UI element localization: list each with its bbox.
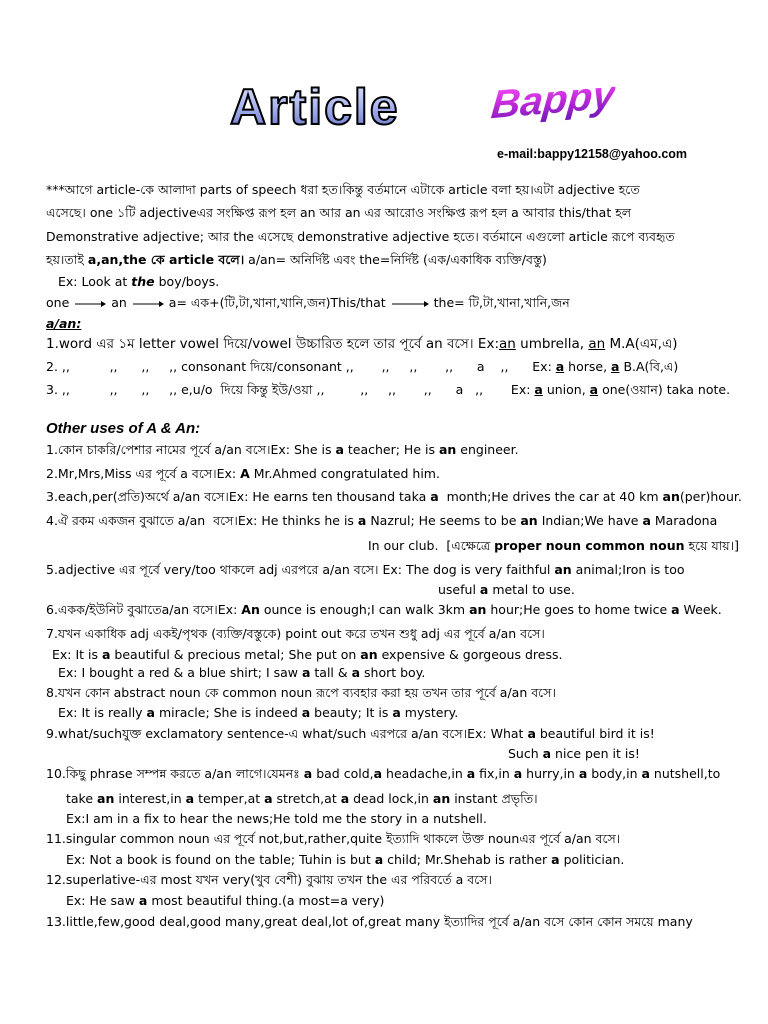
use-text: body,in — [587, 766, 642, 781]
use-bold: a — [527, 726, 536, 741]
rule-example: a — [555, 359, 565, 374]
use-bold: a — [671, 602, 680, 617]
use-2 — [46, 465, 440, 483]
rule-text: horse, — [564, 359, 612, 374]
use-bold: a — [374, 852, 384, 867]
use-text: 1.কোন চাকরি/পেশার নামের পূর্বে a/an বসে।Ex: She is — [46, 442, 336, 457]
intro-example — [58, 273, 219, 291]
use-text: Nazrul; He seems to be — [366, 513, 521, 528]
use-8-ex — [58, 704, 458, 722]
use-text: 2.Mr,Mrs,Miss এর পূর্বে a বসে।Ex: — [46, 466, 241, 481]
use-bold: a — [301, 665, 311, 680]
use-text: হয়ে যায়।] — [684, 538, 739, 553]
use-bold: an — [662, 489, 680, 504]
use-bold: a — [578, 766, 588, 781]
example-suffix: boy/boys. — [154, 274, 220, 289]
use-text: dead lock,in — [349, 791, 433, 806]
use-bold: an — [520, 513, 538, 528]
intro-line-2: এসেছে। one ১টি adjectiveএর সংক্ষিপ্ত রূপ হল an আর an এর আরোও সংক্ষিপ্ত রূপ হল a আবার this/that হল — [46, 205, 632, 220]
use-text: beautiful & precious metal; She put on — [110, 647, 361, 662]
use-text: 9.what/suchযুক্ত exclamatory sentence-এ what/such এরপরে a/an বসে।Ex: What — [46, 726, 528, 741]
use-text: bad cold, — [312, 766, 374, 781]
use-bold: a — [102, 647, 111, 662]
document-title: Article — [230, 79, 400, 135]
right-arrow-icon — [73, 299, 107, 309]
use-text: short boy. — [360, 665, 426, 680]
use-text: 6.একক/ইউনিট বুঝাতেa/an বসে।Ex: — [46, 602, 242, 617]
rule-example: an — [588, 336, 606, 352]
use-11-ex — [66, 851, 624, 869]
chain-an: an — [111, 295, 127, 310]
use-text: miracle; She is indeed — [154, 705, 302, 720]
use-text: Ex: I bought a red & a blue shirt; I saw — [58, 665, 302, 680]
intro-line-4-a: হয়।তাই — [46, 252, 88, 267]
use-bold: a — [479, 582, 489, 597]
use-text: most beautiful thing.(a most=a very) — [147, 893, 385, 908]
rule-text: 1.word এর ১ম letter vowel দিয়ে/vowel উচ্চারিত হলে তার পূর্বে an বসে। Ex: — [46, 336, 499, 352]
aan-rule-2 — [46, 358, 678, 376]
use-bold: a — [430, 489, 439, 504]
intro-line-4 — [46, 251, 547, 269]
use-text: instant প্রভৃতি। — [450, 791, 538, 806]
right-arrow-icon — [131, 299, 165, 309]
use-text: nutshell,to — [649, 766, 721, 781]
use-4 — [46, 512, 717, 530]
article-chain — [46, 294, 570, 312]
rule-example: an — [499, 336, 516, 352]
use-13: 13.little,few,good deal,good many,great deal,lot of,great many ইত্যাদির পূর্বে a/an বসে কোন কোন সময়ে many — [46, 914, 693, 929]
use-text: Ex: Not a book is found on the table; Tuhin is but — [66, 852, 375, 867]
use-10-ex: Ex:I am in a fix to hear the news;He told me the story in a nutshell. — [66, 811, 487, 826]
author-email: e-mail:bappy12158@yahoo.com — [497, 147, 688, 161]
use-bold: a — [264, 791, 273, 806]
use-text: 11.singular common noun এর পূর্বে not,but,rather,quite ইত্যাদি থাকলে উক্ত nounএর পূর্বে a/an বসে। — [46, 831, 621, 846]
use-text: 3.each,per(প্রতি)অর্থে a/an বসে।Ex: He earns ten thousand taka — [46, 489, 431, 504]
use-bold: a — [185, 791, 195, 806]
use-bold: a — [301, 705, 311, 720]
example-prefix: Ex: Look at — [58, 274, 132, 289]
use-text: Ex: It is really — [58, 705, 147, 720]
use-bold: an — [97, 791, 115, 806]
use-bold: a — [138, 893, 148, 908]
use-3 — [46, 488, 742, 506]
use-bold: a — [351, 665, 361, 680]
rule-text: umbrella, — [515, 336, 589, 352]
use-text: 10.কিছু phrase সম্পন্ন করতে a/an লাগে।যেমনঃ — [46, 766, 304, 781]
use-text: Week. — [679, 602, 722, 617]
use-7-ex-1 — [52, 646, 562, 664]
aan-rule-3 — [46, 381, 730, 399]
use-12-ex — [66, 892, 384, 910]
intro-line-4-c: a/an= অনির্দিষ্ট এবং the=নির্দিষ্ট (এক/একাধিক ব্যক্তি/বস্তু) — [244, 252, 547, 267]
aan-rule-1 — [46, 335, 678, 353]
use-text: 4.ঐ রকম একজন বুঝাতে a/an বসে।Ex: He thinks he is — [46, 513, 358, 528]
use-bold: a — [335, 442, 344, 457]
use-9-cont — [508, 745, 640, 763]
rule-example: a — [589, 382, 599, 397]
intro-line-4-bold: a,an,the কে article বলে। — [87, 252, 245, 267]
use-text: nice pen it is! — [551, 746, 640, 761]
use-bold: a — [303, 766, 313, 781]
use-text: 8.যখন কোন abstract noun কে common noun রূপে ব্যবহার করা হয় তখন তার পূর্বে a/an বসে। — [46, 685, 556, 700]
use-text: 5.adjective এর পূর্বে very/too থাকলে adj এরপরে a/an বসে। Ex: The dog is very faithful — [46, 562, 555, 577]
use-text: temper,at — [194, 791, 265, 806]
author-name: Bappy — [489, 72, 617, 128]
rule-example: a — [611, 359, 620, 374]
use-text: take — [66, 791, 98, 806]
use-text: beauty; It is — [310, 705, 393, 720]
use-text: (per)hour. — [679, 489, 742, 504]
use-bold: a — [513, 766, 523, 781]
example-the: the — [131, 274, 155, 289]
use-bold: A — [240, 466, 250, 481]
use-5 — [46, 561, 685, 579]
use-11 — [46, 830, 620, 848]
use-text: Such — [508, 746, 543, 761]
chain-the: the= টি,টা,খানা,খানি,জন — [433, 295, 570, 310]
use-6 — [46, 601, 722, 619]
use-bold: an — [469, 602, 487, 617]
use-bold: a — [357, 513, 367, 528]
use-bold: a — [551, 852, 560, 867]
rule-text: B.A(বি,এ) — [619, 359, 679, 374]
use-text: 7.যখন একাধিক adj একই/পৃথক (ব্যক্তি/বস্তুকে) point out করে তখন শুধু adj এর পূর্বে a/an বসে। — [46, 626, 545, 641]
rule-text: one(ওয়ান) taka note. — [598, 382, 731, 397]
use-10-cont — [66, 790, 538, 808]
use-text: Mr.Ahmed congratulated him. — [249, 466, 440, 481]
chain-one: one — [46, 295, 70, 310]
use-bold: a — [642, 513, 651, 528]
use-text: fix,in — [475, 766, 514, 781]
use-text: In our club. [এক্ষেত্রে — [368, 538, 495, 553]
use-text: metal to use. — [488, 582, 575, 597]
use-bold: a — [392, 705, 401, 720]
chain-a: a= এক+(টি,টা,খানা,খানি,জন)This/that — [168, 295, 386, 310]
use-bold: a — [340, 791, 350, 806]
use-text: Ex: It is — [52, 647, 102, 662]
use-5-cont — [438, 581, 575, 599]
rule-text: union, — [542, 382, 590, 397]
rule-example: a — [534, 382, 543, 397]
use-text: month;He drives the car at 40 km — [438, 489, 663, 504]
use-bold: an — [432, 791, 451, 806]
use-bold: a — [466, 766, 476, 781]
use-bold: an — [360, 647, 378, 662]
use-text: 12.superlative-এর most যখন very(খুব বেশী) বুঝায় তখন the এর পরিবর্তে a বসে। — [46, 872, 492, 887]
rule-text: 3. ,, ,, ,, ,, e,u/o দিয়ে কিন্তু ইউ/ওয়া ,, ,, ,, ,, a ,, Ex: — [46, 382, 535, 397]
intro-line-1: ***আগে article-কে আলাদা parts of speech ধরা হত।কিন্তু বর্তমানে এটাকে article বলা হয়।এটা adjective হতে — [46, 182, 640, 197]
use-text: animal;Iron is too — [571, 562, 685, 577]
use-text: hour;He goes to home twice — [486, 602, 672, 617]
section-heading: Other uses of A & An: — [46, 420, 201, 437]
aan-label: a/an: — [46, 316, 82, 331]
intro-line-3: Demonstrative adjective; আর the এসেছে demonstrative adjective হতে। বর্তমানে এগুলো article রূপে ব্যবহৃত — [46, 229, 675, 244]
use-7-ex-2 — [58, 664, 425, 682]
use-1 — [46, 441, 519, 459]
use-text: tall & — [310, 665, 352, 680]
use-text: stretch,at — [272, 791, 341, 806]
use-text: Ex: He saw — [66, 893, 139, 908]
use-text: hurry,in — [522, 766, 579, 781]
use-bold: a — [146, 705, 155, 720]
use-text: expensive & gorgeous dress. — [377, 647, 563, 662]
rule-text: 2. ,, ,, ,, ,, consonant দিয়ে/consonant ,, ,, ,, ,, a ,, Ex: — [46, 359, 556, 374]
use-text: engineer. — [456, 442, 519, 457]
use-bold: an — [438, 442, 457, 457]
right-arrow-icon — [390, 299, 430, 309]
use-text: ounce is enough;I can walk 3km — [259, 602, 470, 617]
use-text: headache,in — [382, 766, 467, 781]
use-bold: An — [241, 602, 260, 617]
use-bold: an — [554, 562, 572, 577]
use-text: politician. — [559, 852, 625, 867]
use-4-cont — [368, 537, 739, 555]
use-text: child; Mr.Shehab is rather — [383, 852, 552, 867]
use-bold: a — [542, 746, 552, 761]
use-7 — [46, 625, 545, 643]
use-text: Maradona — [650, 513, 718, 528]
use-text: teacher; He is — [343, 442, 439, 457]
rule-text: M.A(এম,এ) — [605, 336, 678, 352]
use-8 — [46, 684, 556, 702]
use-12 — [46, 871, 492, 889]
use-10 — [46, 765, 720, 783]
use-bold: a — [641, 766, 650, 781]
use-text: Indian;We have — [537, 513, 643, 528]
use-text: beautiful bird it is! — [535, 726, 655, 741]
use-text: mystery. — [400, 705, 459, 720]
use-text: interest,in — [114, 791, 186, 806]
use-bold: proper noun common noun — [494, 538, 685, 553]
use-text: useful — [438, 582, 480, 597]
use-9 — [46, 725, 655, 743]
use-bold: a — [373, 766, 383, 781]
